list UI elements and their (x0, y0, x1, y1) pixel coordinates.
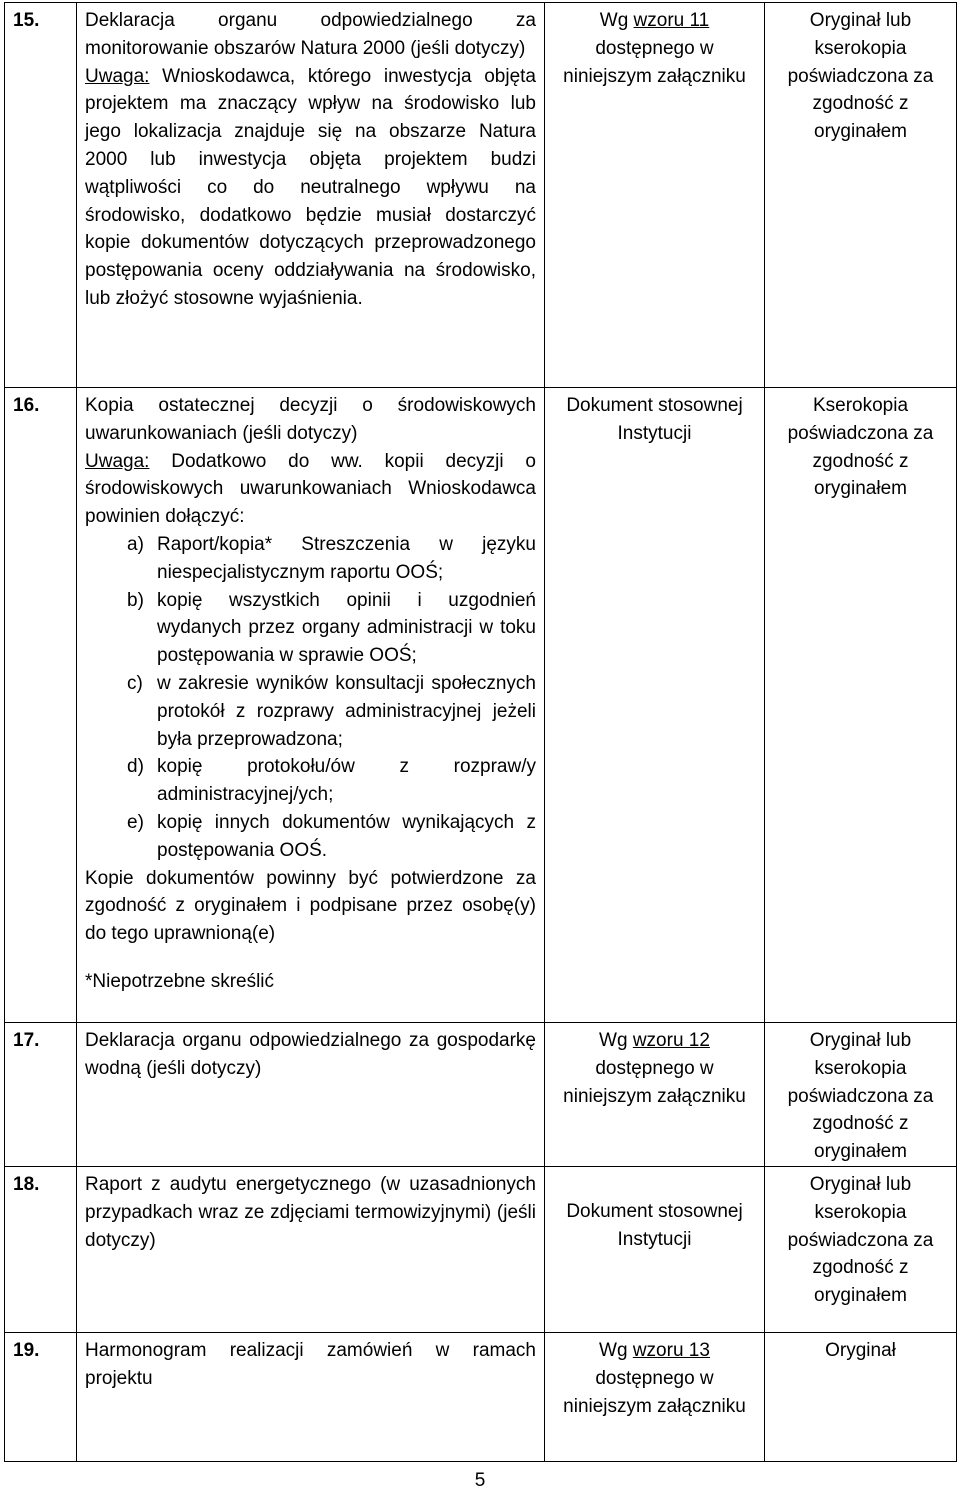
closing-text: Kopie dokumentów powinny być potwierdzone za zgodność z oryginałem i podpisane przez osobę(y) do tego uprawnioną(e) (85, 867, 536, 945)
form-link[interactable]: wzoru 11 (633, 10, 710, 31)
list-marker: b) (127, 589, 144, 611)
list-item-text: Raport/kopia* Streszczenia w języku niespecjalistycznym raportu OOŚ; (157, 533, 536, 583)
table-row (5, 1023, 957, 1167)
list-marker: d) (127, 756, 144, 778)
table-row (5, 1332, 957, 1461)
row-description (77, 388, 545, 1023)
form-prefix: Wg (599, 1030, 633, 1051)
table-row (5, 1166, 957, 1332)
requirements-list (85, 531, 536, 865)
row-attachment-type: Kserokopia poświadczona za zgodność z oryginałem (765, 388, 957, 1023)
row-description (77, 1023, 545, 1167)
row-number: 15. (5, 3, 77, 388)
row-description (77, 1332, 545, 1461)
form-suffix: dostępnego w niniejszym załączniku (563, 1057, 746, 1107)
list-marker: e) (127, 811, 144, 833)
row-form (545, 1332, 765, 1461)
list-item-text: kopię wszystkich opinii i uzgodnień wydanych przez organy administracji w toku postępowania w sprawie OOŚ; (157, 589, 536, 667)
list-marker: c) (127, 672, 143, 694)
list-marker: a) (127, 533, 144, 555)
row-description (77, 1166, 545, 1332)
list-item (127, 670, 536, 753)
page-number: 5 (474, 1470, 486, 1491)
list-item (127, 587, 536, 670)
row-description (77, 3, 545, 388)
note-label: Uwaga: (85, 65, 150, 87)
list-item-text: kopię protokołu/ów z rozpraw/y administracyjnej/ych; (157, 756, 536, 806)
row-form (545, 3, 765, 388)
row-attachment-type: Oryginał (765, 1332, 957, 1461)
form-text: Dokument stosownej Instytucji (566, 1200, 743, 1250)
form-suffix: dostępnego w niniejszym załączniku (563, 37, 746, 87)
list-item (127, 531, 536, 587)
row-attachment-type: Oryginał lub kserokopia poświadczona za zgodność z oryginałem (765, 1023, 957, 1167)
row-number: 18. (5, 1166, 77, 1332)
attachments-table (4, 2, 957, 1462)
form-prefix: Wg (599, 1339, 633, 1361)
row-number: 19. (5, 1332, 77, 1461)
row-title: Raport z audytu energetycznego (w uzasadnionych przypadkach wraz ze zdjęciami termowizyjnymi) (jeśli dotyczy) (85, 1173, 536, 1251)
row-title: Kopia ostatecznej decyzji o środowiskowych uwarunkowaniach (jeśli dotyczy) (85, 395, 536, 444)
row-title: Deklaracja organu odpowiedzialnego za gospodarkę wodną (jeśli dotyczy) (85, 1030, 536, 1079)
form-link[interactable]: wzoru 13 (632, 1339, 710, 1361)
note-text: Dodatkowo do ww. kopii decyzji o środowiskowych uwarunkowaniach Wnioskodawca powinien dołączyć: (85, 450, 536, 528)
list-item-text: w zakresie wyników konsultacji społecznych protokół z rozprawy administracyjnej jeżeli była przeprowadzona; (157, 672, 536, 750)
form-prefix: Wg (599, 10, 634, 31)
footnote: *Niepotrzebne skreślić (85, 970, 275, 992)
list-item (127, 753, 536, 809)
list-item (127, 809, 536, 865)
row-attachment-type: Oryginał lub kserokopia poświadczona za zgodność z oryginałem (765, 1166, 957, 1332)
list-item-text: kopię innych dokumentów wynikających z postępowania OOŚ. (157, 811, 536, 861)
table-row (5, 388, 957, 1023)
row-number: 17. (5, 1023, 77, 1167)
row-attachment-type: Oryginał lub kserokopia poświadczona za zgodność z oryginałem (765, 3, 957, 388)
row-form: Dokument stosownej Instytucji (545, 388, 765, 1023)
form-suffix: dostępnego w niniejszym załączniku (563, 1367, 746, 1417)
row-form (545, 1023, 765, 1167)
note-text: Wnioskodawca, którego inwestycja objęta projektem ma znaczący wpływ na środowisko lub jego lokalizacja znajduje się na obszarze Natura 2000 lub inwestycja objęta projektem budzi wątpliwości co do neutralnego wpływu na środowisko, dodatkowo będzie musiał dostarczyć kopie dokumentów dotyczących przeprowadzonego postępowania oceny oddziaływania na środowisko, lub złożyć stosowne wyjaśnienia. (85, 65, 536, 309)
form-link[interactable]: wzoru 12 (632, 1030, 710, 1051)
row-title: Deklaracja organu odpowiedzialnego za monitorowanie obszarów Natura 2000 (jeśli dotyczy) (85, 10, 536, 59)
row-number: 16. (5, 388, 77, 1023)
table-row (5, 3, 957, 388)
row-title: Harmonogram realizacji zamówień w ramach projektu (85, 1339, 536, 1389)
note-label: Uwaga: (85, 450, 150, 472)
row-form (545, 1166, 765, 1332)
